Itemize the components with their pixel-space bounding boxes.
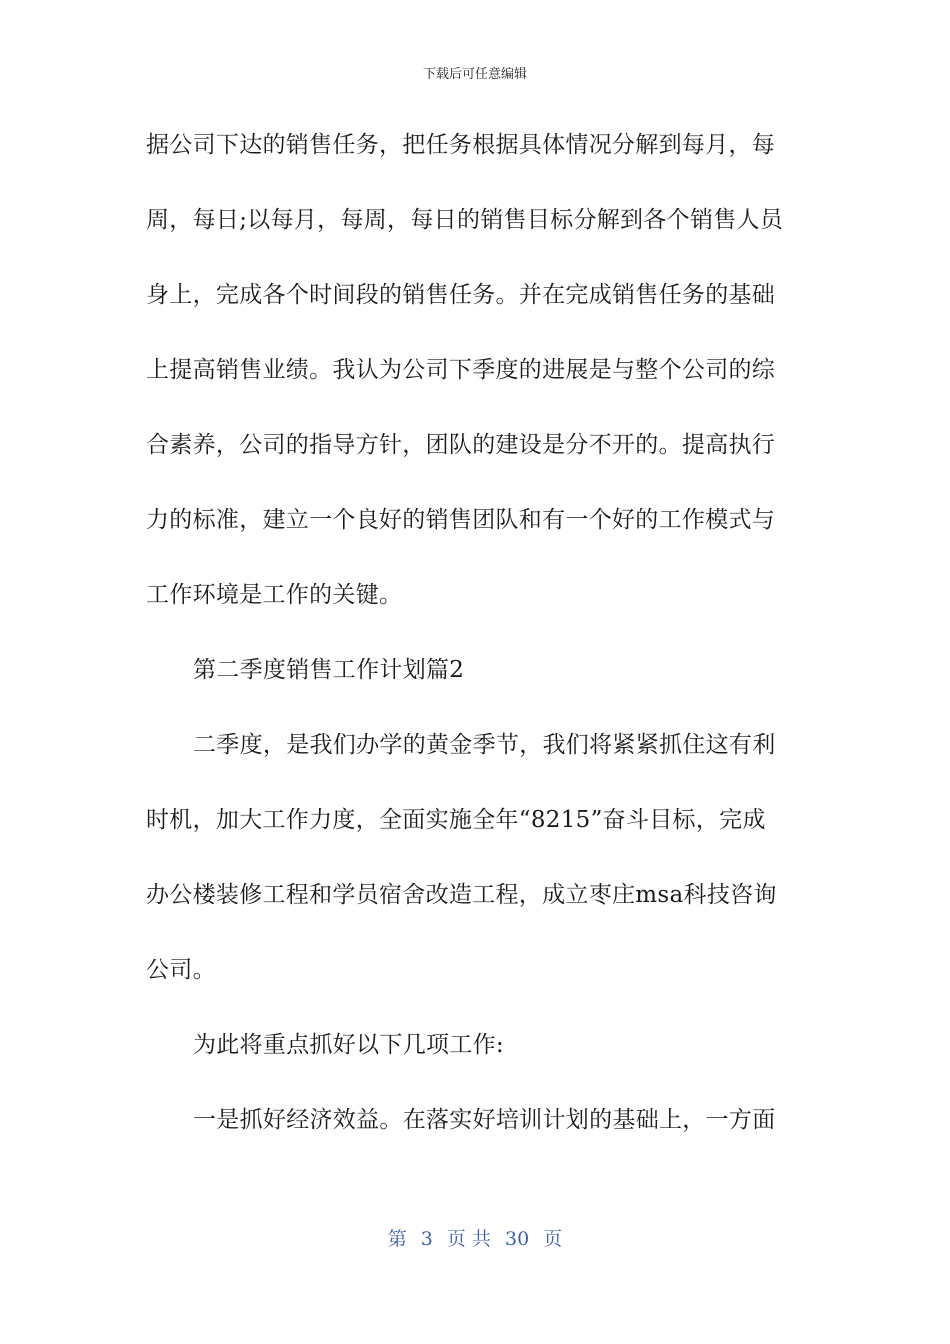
body-line: 身上，完成各个时间段的销售任务。并在完成销售任务的基础 xyxy=(146,282,776,308)
body-line: 合素养，公司的指导方针，团队的建设是分不开的。提高执行 xyxy=(146,432,776,458)
body-line: 一是抓好经济效益。在落实好培训计划的基础上，一方面 xyxy=(193,1107,776,1133)
footer-suffix: 页 xyxy=(543,1228,563,1250)
footer-page-number: 3 xyxy=(420,1228,433,1250)
section-heading: 第二季度销售工作计划篇2 xyxy=(193,657,465,683)
body-line: 公司。 xyxy=(146,957,216,983)
body-line: 工作环境是工作的关键。 xyxy=(146,582,403,608)
body-line: 据公司下达的销售任务，把任务根据具体情况分解到每月，每 xyxy=(146,132,776,158)
body-line: 周，每日;以每月，每周，每日的销售目标分解到各个销售人员 xyxy=(146,207,784,233)
footer-total-pages: 30 xyxy=(505,1228,530,1250)
body-line: 二季度，是我们办学的黄金季节，我们将紧紧抓住这有利 xyxy=(193,732,776,758)
footer-prefix: 第 xyxy=(387,1228,407,1250)
body-line: 上提高销售业绩。我认为公司下季度的进展是与整个公司的综 xyxy=(146,357,776,383)
footer-middle: 页 共 xyxy=(446,1228,491,1250)
page-footer xyxy=(0,1226,950,1252)
body-line: 时机，加大工作力度，全面实施全年“8215”奋斗目标，完成 xyxy=(146,807,766,833)
body-line: 办公楼装修工程和学员宿舍改造工程，成立枣庄msa科技咨询 xyxy=(146,882,777,908)
body-line: 为此将重点抓好以下几项工作: xyxy=(193,1032,504,1058)
page-header: 下载后可任意编辑 xyxy=(422,67,527,82)
body-line: 力的标准，建立一个良好的销售团队和有一个好的工作模式与 xyxy=(146,507,776,533)
